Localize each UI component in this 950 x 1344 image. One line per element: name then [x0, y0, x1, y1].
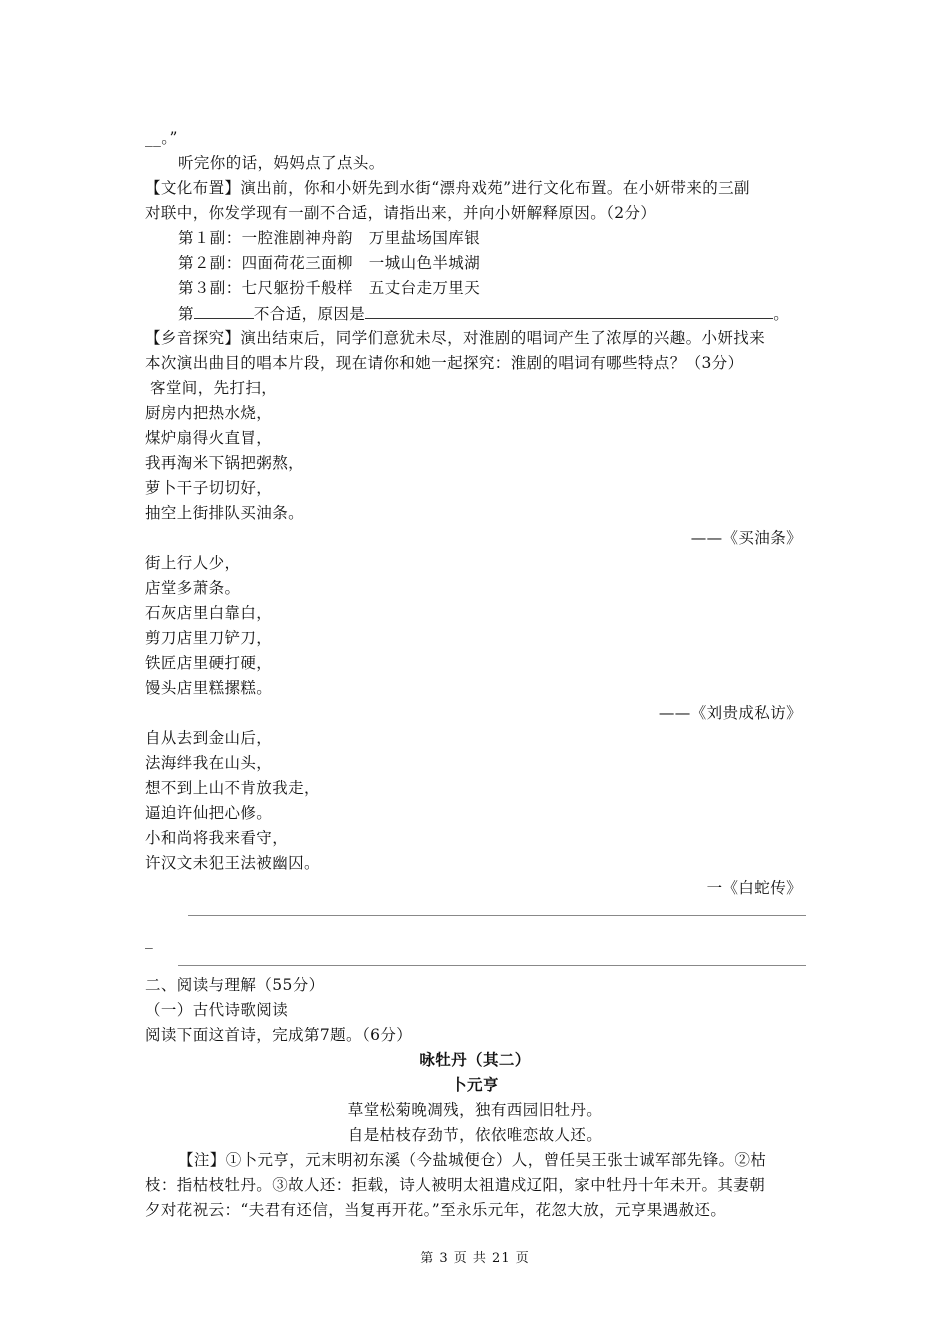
answer-rule[interactable]	[188, 915, 806, 916]
note-line: 夕对花祝云：“夫君有还信，当复再开花。”至永乐元年，花忽大放，元亨果遇赦还。	[145, 1201, 727, 1219]
poem-line: 煤炉扇得火直冒，	[145, 429, 273, 447]
text-line: 听完你的话，妈妈点了点头。	[178, 154, 385, 172]
text-line: 本次演出曲目的唱本片段，现在请你和她一起探究：淮剧的唱词有哪些特点？（3分）	[145, 354, 744, 372]
poem-line: 小和尚将我来看守，	[145, 829, 289, 847]
poem-line: 石灰店里白靠白，	[145, 604, 273, 622]
answer-mark: _	[145, 931, 154, 949]
poem-line: 铁匠店里硬打硬，	[145, 654, 273, 672]
poem-source: 一《白蛇传》	[706, 879, 802, 897]
poem-source: ——《刘贵成私访》	[658, 704, 802, 722]
poem-line: 逼迫许仙把心修。	[145, 804, 273, 822]
poem-line: 客堂间，先打扫，	[150, 379, 278, 397]
page-footer: 第 3 页 共 21 页	[420, 1251, 530, 1266]
poem-line: 馒头店里糕摞糕。	[145, 679, 273, 697]
subsection-title: （一）古代诗歌阅读	[145, 1001, 289, 1019]
answer-end: 。	[773, 305, 790, 323]
instruction: 阅读下面这首诗，完成第7题。（6分）	[145, 1026, 413, 1044]
poem-line: 街上行人少，	[145, 554, 241, 572]
poem-author: 卜元亨	[451, 1076, 499, 1094]
answer-prefix: 第	[178, 305, 194, 323]
poem-line: 法海绊我在山头，	[145, 754, 273, 772]
answer-blank-number[interactable]	[194, 303, 254, 319]
poem-line: 厨房内把热水烧，	[145, 404, 273, 422]
note-line: 【注】①卜元亨，元末明初东溪（今盐城便仓）人，曾任吴王张士诚军部先锋。②枯	[178, 1151, 767, 1169]
note-line: 枝：指枯枝牡丹。③故人还：拒载，诗人被明太祖遣戍辽阳，家中牡丹十年未开。其妻朝	[145, 1176, 766, 1194]
section-culture-setup: 【文化布置】演出前，你和小妍先到水街“漂舟戏苑”进行文化布置。在小妍带来的三副	[145, 179, 750, 197]
poem-line: 想不到上山不肯放我走，	[145, 779, 320, 797]
poem-title: 咏牡丹（其二）	[419, 1051, 531, 1069]
couplet-3: 第３副：七尺躯扮千般样 五丈台走万里天	[178, 279, 481, 297]
couplet-2: 第２副：四面荷花三面柳 一城山色半城湖	[178, 254, 481, 272]
poem-line: 自从去到金山后，	[145, 729, 273, 747]
answer-blank-reason[interactable]	[365, 303, 773, 319]
answer-rule[interactable]	[178, 965, 806, 966]
poem-source: ——《买油条》	[690, 529, 802, 547]
poem-line: 店堂多萧条。	[145, 579, 241, 597]
answer-line	[178, 303, 789, 324]
poem-line: 剪刀店里刀铲刀，	[145, 629, 273, 647]
text-line: __。”	[145, 129, 178, 147]
poem-line: 草堂松菊晚凋残，独有西园旧牡丹。	[347, 1101, 603, 1119]
poem-line: 萝卜干子切切好，	[145, 479, 273, 497]
poem-line: 自是枯枝存劲节，依依唯恋故人还。	[347, 1126, 603, 1144]
section-title: 二、阅读与理解（55分）	[145, 976, 325, 994]
poem-line: 我再淘米下锅把粥熬，	[145, 454, 305, 472]
section-dialect-inquiry: 【乡音探究】演出结束后，同学们意犹未尽，对淮剧的唱词产生了浓厚的兴趣。小妍找来	[145, 329, 766, 347]
couplet-1: 第１副：一腔淮剧神舟韵 万里盐场国库银	[178, 229, 481, 247]
poem-line: 许汉文未犯王法被幽囚。	[145, 854, 320, 872]
poem-line: 抽空上街排队买油条。	[145, 504, 305, 522]
answer-middle: 不合适，原因是	[253, 305, 366, 323]
text-line: 对联中，你发学现有一副不合适，请指出来，并向小妍解释原因。（2分）	[145, 204, 657, 222]
